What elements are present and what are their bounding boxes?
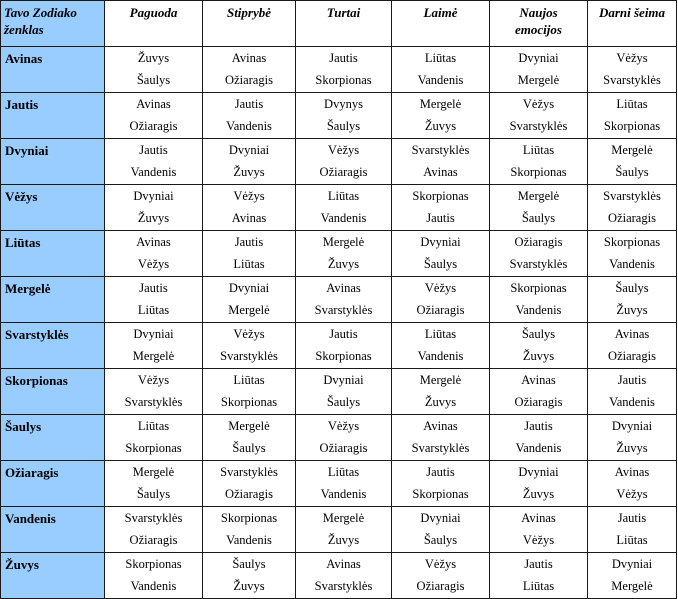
- match-cell: Liūtas: [490, 575, 588, 599]
- match-cell: Vandenis: [490, 437, 588, 461]
- match-cell: Svarstyklės: [392, 437, 490, 461]
- table-row: [1, 93, 677, 116]
- match-cell: Žuvys: [588, 437, 677, 461]
- match-cell: Ožiaragis: [490, 391, 588, 415]
- match-cell: Svarstyklės: [203, 345, 296, 369]
- match-cell: Jautis: [203, 93, 296, 116]
- match-cell: Jautis: [296, 323, 392, 346]
- corner-header-line-2: ženklas: [4, 22, 44, 37]
- zodiac-sign-cell: Skorpionas: [1, 369, 105, 415]
- zodiac-sign-cell: Dvyniai: [1, 139, 105, 185]
- match-cell: Svarstyklės: [296, 575, 392, 599]
- match-cell: Avinas: [105, 93, 203, 116]
- match-cell: Mergelė: [490, 185, 588, 208]
- match-cell: Ožiaragis: [105, 115, 203, 139]
- match-cell: Ožiaragis: [105, 529, 203, 553]
- zodiac-sign-cell: Liūtas: [1, 231, 105, 277]
- match-cell: Avinas: [105, 231, 203, 254]
- match-cell: Ožiaragis: [392, 299, 490, 323]
- match-cell: Žuvys: [490, 345, 588, 369]
- match-cell: Skorpionas: [392, 483, 490, 507]
- table-row: [1, 231, 677, 254]
- match-cell: Liūtas: [203, 369, 296, 392]
- match-cell: Šaulys: [490, 323, 588, 346]
- match-cell: Vėžys: [490, 93, 588, 116]
- zodiac-sign-cell: Ožiaragis: [1, 461, 105, 507]
- column-header-wealth: [296, 1, 392, 47]
- column-header-line-1: Darni šeima: [598, 5, 666, 20]
- table-row: [1, 323, 677, 346]
- match-cell: Skorpionas: [392, 185, 490, 208]
- zodiac-sign-cell: Svarstyklės: [1, 323, 105, 369]
- zodiac-sign-column-header: [1, 1, 105, 47]
- match-cell: Žuvys: [296, 529, 392, 553]
- match-cell: Vandenis: [588, 391, 677, 415]
- match-cell: Svarstyklės: [392, 139, 490, 162]
- match-cell: Vėžys: [588, 47, 677, 70]
- match-cell: Mergelė: [490, 69, 588, 93]
- match-cell: Liūtas: [105, 299, 203, 323]
- match-cell: Vandenis: [490, 299, 588, 323]
- match-cell: Svarstyklės: [490, 115, 588, 139]
- match-cell: Mergelė: [588, 575, 677, 599]
- match-cell: Avinas: [392, 415, 490, 438]
- match-cell: Dvyniai: [588, 553, 677, 576]
- match-cell: Ožiaragis: [490, 231, 588, 254]
- match-cell: Svarstyklės: [490, 253, 588, 277]
- match-cell: Vėžys: [588, 483, 677, 507]
- match-cell: Avinas: [203, 207, 296, 231]
- table-header: [1, 1, 677, 47]
- match-cell: Vėžys: [105, 253, 203, 277]
- match-cell: Ožiaragis: [203, 69, 296, 93]
- table-row: [1, 553, 677, 576]
- match-cell: Vandenis: [203, 529, 296, 553]
- match-cell: Dvynys: [296, 93, 392, 116]
- table-row: [1, 369, 677, 392]
- match-cell: Vandenis: [588, 253, 677, 277]
- match-cell: Mergelė: [296, 231, 392, 254]
- match-cell: Liūtas: [105, 415, 203, 438]
- match-cell: Vėžys: [296, 415, 392, 438]
- match-cell: Dvyniai: [296, 369, 392, 392]
- match-cell: Dvyniai: [392, 507, 490, 530]
- match-cell: Jautis: [105, 139, 203, 162]
- match-cell: Žuvys: [105, 207, 203, 231]
- zodiac-sign-cell: Vandenis: [1, 507, 105, 553]
- match-cell: Vandenis: [105, 575, 203, 599]
- match-cell: Vandenis: [105, 161, 203, 185]
- match-cell: Šaulys: [296, 391, 392, 415]
- match-cell: Vėžys: [392, 277, 490, 300]
- column-header-line-1: Naujos: [519, 5, 558, 20]
- match-cell: Ožiaragis: [588, 345, 677, 369]
- match-cell: Vandenis: [203, 115, 296, 139]
- match-cell: Jautis: [588, 369, 677, 392]
- zodiac-sign-cell: Vėžys: [1, 185, 105, 231]
- match-cell: Liūtas: [296, 185, 392, 208]
- match-cell: Dvyniai: [203, 277, 296, 300]
- match-cell: Svarstyklės: [105, 391, 203, 415]
- table-row: [1, 277, 677, 300]
- column-header-line-1: Paguoda: [129, 5, 178, 20]
- match-cell: Liūtas: [588, 93, 677, 116]
- match-cell: Liūtas: [490, 139, 588, 162]
- match-cell: Vėžys: [392, 553, 490, 576]
- match-cell: Jautis: [296, 47, 392, 70]
- match-cell: Jautis: [392, 461, 490, 484]
- match-cell: Šaulys: [588, 277, 677, 300]
- match-cell: Ožiaragis: [296, 437, 392, 461]
- match-cell: Jautis: [203, 231, 296, 254]
- match-cell: Skorpionas: [588, 231, 677, 254]
- match-cell: Liūtas: [588, 529, 677, 553]
- match-cell: Žuvys: [203, 575, 296, 599]
- match-cell: Avinas: [203, 47, 296, 70]
- column-header-harmonious-family: [588, 1, 677, 47]
- match-cell: Jautis: [392, 207, 490, 231]
- match-cell: Vėžys: [203, 185, 296, 208]
- match-cell: Jautis: [490, 553, 588, 576]
- match-cell: Vėžys: [105, 369, 203, 392]
- match-cell: Žuvys: [203, 161, 296, 185]
- match-cell: Mergelė: [203, 299, 296, 323]
- zodiac-sign-cell: Žuvys: [1, 553, 105, 599]
- match-cell: Vėžys: [203, 323, 296, 346]
- match-cell: Liūtas: [203, 253, 296, 277]
- match-cell: Svarstyklės: [105, 507, 203, 530]
- match-cell: Liūtas: [296, 461, 392, 484]
- match-cell: Skorpionas: [296, 69, 392, 93]
- match-cell: Mergelė: [203, 415, 296, 438]
- table-row: [1, 47, 677, 70]
- match-cell: Žuvys: [296, 253, 392, 277]
- column-header-line-1: Laimė: [423, 5, 458, 20]
- match-cell: Avinas: [490, 369, 588, 392]
- match-cell: Dvyniai: [203, 139, 296, 162]
- match-cell: Avinas: [296, 553, 392, 576]
- match-cell: Ožiaragis: [392, 575, 490, 599]
- match-cell: Skorpionas: [296, 345, 392, 369]
- match-cell: Avinas: [296, 277, 392, 300]
- match-cell: Avinas: [588, 323, 677, 346]
- match-cell: Šaulys: [203, 437, 296, 461]
- match-cell: Dvyniai: [490, 461, 588, 484]
- match-cell: Šaulys: [296, 115, 392, 139]
- match-cell: Svarstyklės: [588, 185, 677, 208]
- column-header-line-2: emocijos: [515, 22, 562, 37]
- column-header-new-emotions: [490, 1, 588, 47]
- table-row: [1, 139, 677, 162]
- match-cell: Vandenis: [296, 207, 392, 231]
- match-cell: Skorpionas: [203, 507, 296, 530]
- match-cell: Šaulys: [203, 553, 296, 576]
- match-cell: Šaulys: [392, 253, 490, 277]
- match-cell: Mergelė: [392, 93, 490, 116]
- match-cell: Jautis: [490, 415, 588, 438]
- match-cell: Skorpionas: [105, 553, 203, 576]
- header-row: [1, 1, 677, 47]
- match-cell: Šaulys: [105, 483, 203, 507]
- table-body: [1, 47, 677, 599]
- match-cell: Svarstyklės: [203, 461, 296, 484]
- match-cell: Skorpionas: [203, 391, 296, 415]
- match-cell: Dvyniai: [105, 323, 203, 346]
- match-cell: Liūtas: [392, 323, 490, 346]
- zodiac-sign-cell: Mergelė: [1, 277, 105, 323]
- match-cell: Mergelė: [105, 345, 203, 369]
- zodiac-sign-cell: Šaulys: [1, 415, 105, 461]
- column-header-comfort: [105, 1, 203, 47]
- match-cell: Skorpionas: [105, 437, 203, 461]
- column-header-line-1: Turtai: [326, 5, 361, 20]
- match-cell: Šaulys: [490, 207, 588, 231]
- column-header-luck: [392, 1, 490, 47]
- match-cell: Vandenis: [392, 69, 490, 93]
- match-cell: Mergelė: [105, 461, 203, 484]
- match-cell: Žuvys: [588, 299, 677, 323]
- match-cell: Svarstyklės: [296, 299, 392, 323]
- match-cell: Vėžys: [296, 139, 392, 162]
- match-cell: Mergelė: [392, 369, 490, 392]
- match-cell: Ožiaragis: [203, 483, 296, 507]
- match-cell: Žuvys: [105, 47, 203, 70]
- match-cell: Žuvys: [490, 483, 588, 507]
- match-cell: Šaulys: [392, 529, 490, 553]
- corner-header-line-1: Tavo Zodiako: [4, 5, 77, 20]
- match-cell: Skorpionas: [490, 277, 588, 300]
- match-cell: Avinas: [490, 507, 588, 530]
- match-cell: Dvyniai: [588, 415, 677, 438]
- zodiac-sign-cell: Avinas: [1, 47, 105, 93]
- match-cell: Vandenis: [392, 345, 490, 369]
- match-cell: Šaulys: [588, 161, 677, 185]
- match-cell: Skorpionas: [588, 115, 677, 139]
- zodiac-sign-cell: Jautis: [1, 93, 105, 139]
- match-cell: Avinas: [588, 461, 677, 484]
- match-cell: Mergelė: [588, 139, 677, 162]
- match-cell: Dvyniai: [105, 185, 203, 208]
- match-cell: Šaulys: [105, 69, 203, 93]
- match-cell: Vėžys: [490, 529, 588, 553]
- match-cell: Avinas: [392, 161, 490, 185]
- match-cell: Žuvys: [392, 115, 490, 139]
- table-row: [1, 461, 677, 484]
- column-header-line-1: Stiprybė: [226, 5, 272, 20]
- table-row: [1, 185, 677, 208]
- match-cell: Vandenis: [296, 483, 392, 507]
- match-cell: Ožiaragis: [296, 161, 392, 185]
- table-row: [1, 415, 677, 438]
- match-cell: Liūtas: [392, 47, 490, 70]
- match-cell: Skorpionas: [490, 161, 588, 185]
- match-cell: Dvyniai: [490, 47, 588, 70]
- table-row: [1, 507, 677, 530]
- match-cell: Svarstyklės: [588, 69, 677, 93]
- column-header-strength: [203, 1, 296, 47]
- match-cell: Žuvys: [392, 391, 490, 415]
- match-cell: Mergelė: [296, 507, 392, 530]
- match-cell: Jautis: [588, 507, 677, 530]
- match-cell: Dvyniai: [392, 231, 490, 254]
- match-cell: Jautis: [105, 277, 203, 300]
- match-cell: Ožiaragis: [588, 207, 677, 231]
